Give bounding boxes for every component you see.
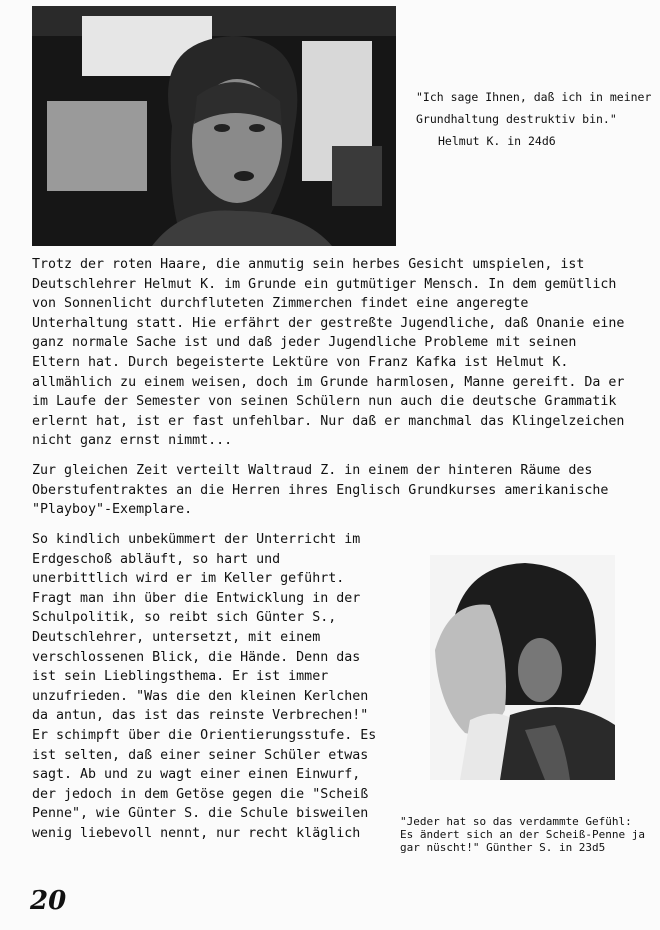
body-paragraph: Zur gleichen Zeit verteilt Waltraud Z. in einem der hinteren Räume des Oberstufentraktes an die Herren ihres Englisch Grundkurses amerikanische "Playboy"-Exemplare. [32, 463, 609, 518]
quote-text: "Ich sage Ihnen, daß ich in meiner Grundhaltung destruktiv bin." [416, 90, 652, 126]
photo-guenter-s [430, 555, 615, 780]
photo-quote-helmut [416, 86, 652, 152]
quote-attribution: Helmut K. in 24d6 [438, 134, 556, 148]
body-paragraph: So kindlich unbekümmert der Unterricht im Erdgeschoß abläuft, so hart und unerbittlich wird er im Keller geführt. Fragt man ihn über die Entwicklung in der Schulpolitik, so reibt sich Günter S., Deutschlehrer, untersetzt, mit einem verschlossenen Blick, die Hände. Denn das ist sein Lieblingsthema. Er ist immer unzufrieden. "Was die den kleinen Kerlchen da antun, das ist das reinste Verbrechen!" Er schimpft über die Orientierungsstufe. Es ist selten, daß einer seiner Schüler etwas sagt. Ab und zu wagt einer einen Einwurf, der jedoch in dem Getöse gegen die "Scheiß Penne", wie Günter S. die Schule bisweilen wenig liebevoll nennt, nur recht kläglich [32, 532, 377, 841]
page-number: 20 [30, 886, 67, 916]
photo-quote-guenter: "Jeder hat so das verdammte Gefühl: Es ändert sich an der Scheiß-Penne ja gar nüscht!" Günther S. in 23d5 [400, 815, 646, 854]
body-paragraph: Trotz der roten Haare, die anmutig sein herbes Gesicht umspielen, ist Deutschlehrer Helmut K. im Grunde ein gutmütiger Mensch. In dem gemütlich von Sonnenlicht durchfluteten Zimmerchen findet eine angeregte Unterhaltung statt. Hie erfährt der gestreßte Jugendliche, daß Onanie eine ganz normale Sache ist und daß jeder Jugendliche Probleme mit seinen Eltern hat. Durch begeisterte Lektüre von Franz Kafka ist Helmut K. allmählich zu einem weisen, doch im Grunde harmlosen, Manne gereift. Da er im Laufe der Semester von seinen Schülern nun auch die deutsche Grammatik erlernt hat, ist er fast unfehlbar. Nur daß er manchmal das Klingelzeichen nicht ganz ernst nimmt... [32, 257, 625, 449]
photo-helmut-k [32, 6, 396, 246]
